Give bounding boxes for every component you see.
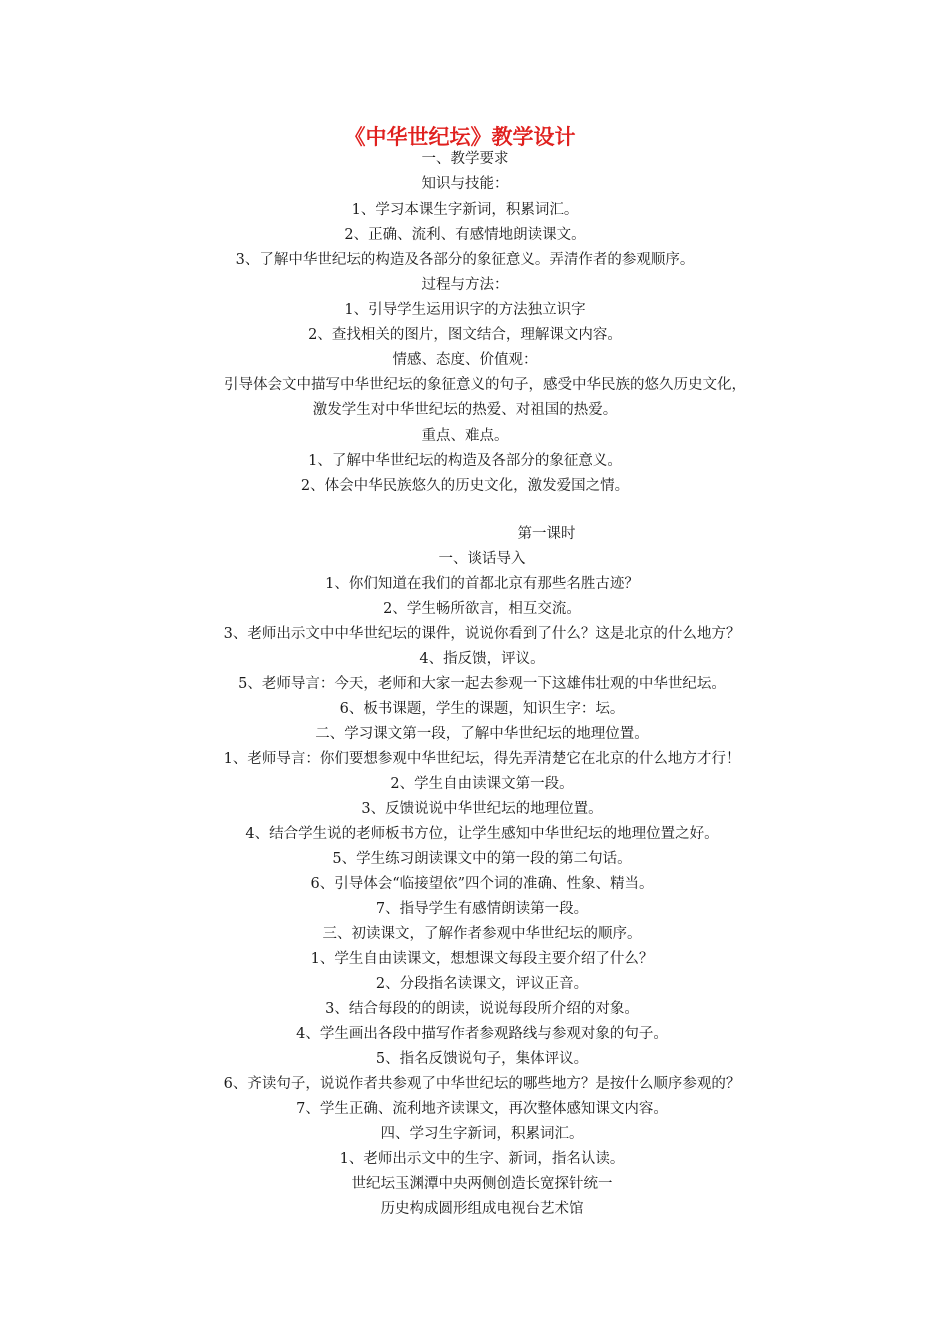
section-heading-intro: 一、谈话导入	[438, 551, 526, 567]
text-line: 2、分段指名读课文，评议正音。	[375, 976, 589, 992]
subheading-key-points: 重点、难点。	[421, 428, 509, 444]
subheading-process-methods: 过程与方法：	[421, 277, 509, 293]
text-line: 1、老师出示文中的生字、新词，指名认读。	[339, 1151, 625, 1167]
lesson-heading: 第一课时	[517, 526, 576, 542]
text-line: 2、体会中华民族悠久的历史文化，激发爱国之情。	[300, 478, 630, 494]
text-line: 6、齐读句子，说说作者共参观了中华世纪坛的哪些地方？是按什么顺序参观的？	[223, 1076, 741, 1092]
vocabulary-list: 世纪坛玉渊潭中央两侧创造长宽探针统一	[351, 1176, 613, 1192]
document-title: 《中华世纪坛》教学设计	[344, 124, 576, 149]
text-line: 2、学生畅所欲言，相互交流。	[383, 601, 581, 617]
text-line: 3、反馈说说中华世纪坛的地理位置。	[361, 801, 603, 817]
text-line: 1、老师导言：你们要想参观中华世纪坛，得先弄清楚它在北京的什么地方才行！	[223, 751, 741, 767]
text-line: 6、板书课题，学生的课题，知识生字：坛。	[339, 701, 625, 717]
section-heading-first-reading: 三、初读课文，了解作者参观中华世纪坛的顺序。	[322, 926, 642, 942]
text-line: 1、你们知道在我们的首都北京有那些名胜古迹？	[325, 576, 639, 592]
text-line: 2、查找相关的图片，图文结合，理解课文内容。	[308, 327, 622, 343]
text-line: 5、指名反馈说句子，集体评议。	[375, 1051, 589, 1067]
text-line: 4、指反馈，评议。	[419, 651, 545, 667]
text-line: 7、学生正确、流利地齐读课文，再次整体感知课文内容。	[296, 1101, 668, 1117]
text-line: 1、学生自由读课文，想想课文每段主要介绍了什么？	[310, 951, 654, 967]
text-line: 7、指导学生有感情朗读第一段。	[375, 901, 589, 917]
text-line: 4、结合学生说的老师板书方位，让学生感知中华世纪坛的地理位置之好。	[245, 826, 719, 842]
subheading-knowledge-skills: 知识与技能：	[421, 176, 509, 192]
subheading-values: 情感、态度、价值观：	[392, 352, 538, 368]
text-line: 4、学生画出各段中描写作者参观路线与参观对象的句子。	[296, 1026, 668, 1042]
text-line: 6、引导体会“临接望依”四个词的准确、性象、精当。	[310, 876, 654, 892]
text-line: 3、了解中华世纪坛的构造及各部分的象征意义。弄清作者的参观顺序。	[235, 252, 695, 268]
text-line: 2、正确、流利、有感情地朗读课文。	[344, 227, 586, 243]
vocabulary-list: 历史构成圆形组成电视台艺术馆	[380, 1201, 584, 1217]
text-line: 引导体会文中描写中华世纪坛的象征意义的句子，感受中华民族的悠久历史文化，	[224, 377, 746, 393]
section-heading-paragraph-one: 二、学习课文第一段，了解中华世纪坛的地理位置。	[315, 726, 649, 742]
text-line: 3、老师出示文中中华世纪坛的课件，说说你看到了什么？这是北京的什么地方？	[223, 626, 741, 642]
text-line: 2、学生自由读课文第一段。	[390, 776, 574, 792]
text-line: 3、结合每段的的朗读，说说每段所介绍的对象。	[325, 1001, 639, 1017]
text-line: 1、引导学生运用识字的方法独立识字	[344, 302, 586, 318]
text-line: 1、了解中华世纪坛的构造及各部分的象征意义。	[308, 453, 622, 469]
text-line: 5、老师导言：今天，老师和大家一起去参观一下这雄伟壮观的中华世纪坛。	[238, 676, 726, 692]
text-line: 5、学生练习朗读课文中的第一段的第二句话。	[332, 851, 632, 867]
section-heading-vocabulary: 四、学习生字新词，积累词汇。	[380, 1126, 584, 1142]
text-line: 激发学生对中华世纪坛的热爱、对祖国的热爱。	[312, 402, 618, 418]
text-line: 1、学习本课生字新词，积累词汇。	[351, 202, 579, 218]
section-heading-requirements: 一、教学要求	[421, 151, 509, 167]
